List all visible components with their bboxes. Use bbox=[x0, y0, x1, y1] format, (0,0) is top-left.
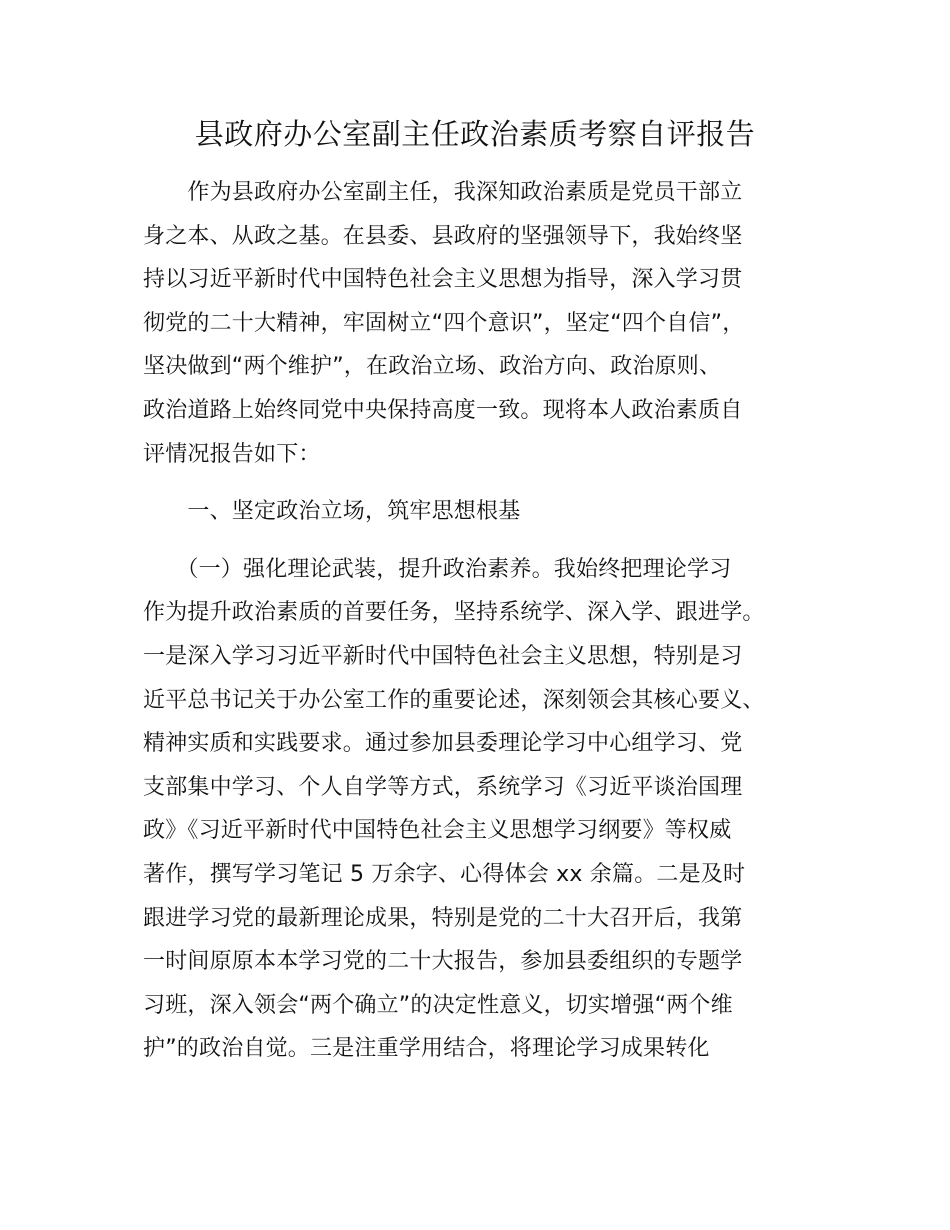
text-line: 近平总书记关于办公室工作的重要论述，深刻领会其核心要义、 bbox=[143, 687, 765, 713]
text-line: 支部集中学习、个人自学等方式，系统学习《习近平谈治国理 bbox=[143, 774, 743, 800]
text-line: 持以习近平新时代中国特色社会主义思想为指导，深入学习贯 bbox=[143, 267, 743, 293]
text-line: 评情况报告如下： bbox=[143, 441, 321, 467]
text-line: 坚决做到“两个维护”，在政治立场、政治方向、政治原则、 bbox=[143, 354, 722, 380]
text-line: 作为提升政治素质的首要任务，坚持系统学、深入学、跟进学。 bbox=[143, 600, 765, 626]
text-line: 精神实质和实践要求。通过参加县委理论学习中心组学习、党 bbox=[143, 731, 743, 757]
text-line: 著作，撰写学习笔记 5 万余字、心得体会 xx 余篇。二是及时 bbox=[143, 861, 746, 887]
intro-paragraph bbox=[143, 171, 833, 476]
text-line: 一是深入学习习近平新时代中国特色社会主义思想，特别是习 bbox=[143, 643, 743, 669]
text-line: 作为县政府办公室副主任，我深知政治素质是党员干部立 bbox=[143, 180, 743, 205]
document-title: 县政府办公室副主任政治素质考察自评报告 bbox=[194, 117, 756, 151]
text-line: 一时间原原本本学习党的二十大报告，参加县委组织的专题学 bbox=[143, 949, 743, 975]
text-line: 护”的政治自觉。三是注重学用结合，将理论学习成果转化 bbox=[143, 1036, 710, 1062]
text-line: 政》《习近平新时代中国特色社会主义思想学习纲要》等权威 bbox=[143, 818, 732, 844]
text-line: 政治道路上始终同党中央保持高度一致。现将本人政治素质自 bbox=[143, 397, 743, 423]
text-line: 跟进学习党的最新理论成果，特别是党的二十大召开后，我第 bbox=[143, 905, 743, 931]
text-line: （一）强化理论武装，提升政治素养。我始终把理论学习 bbox=[143, 556, 732, 582]
text-line: 身之本、从政之基。在县委、县政府的坚强领导下，我始终坚 bbox=[143, 223, 743, 249]
section-heading: 一、坚定政治立场，筑牢思想根基 bbox=[143, 499, 521, 525]
document-body bbox=[143, 171, 833, 1071]
text-line: 彻党的二十大精神，牢固树立“四个意识”，坚定“四个自信”， bbox=[143, 310, 745, 336]
body-paragraph bbox=[143, 548, 833, 1071]
text-line: 习班，深入领会“两个确立”的决定性意义，切实增强“两个维 bbox=[143, 992, 733, 1018]
